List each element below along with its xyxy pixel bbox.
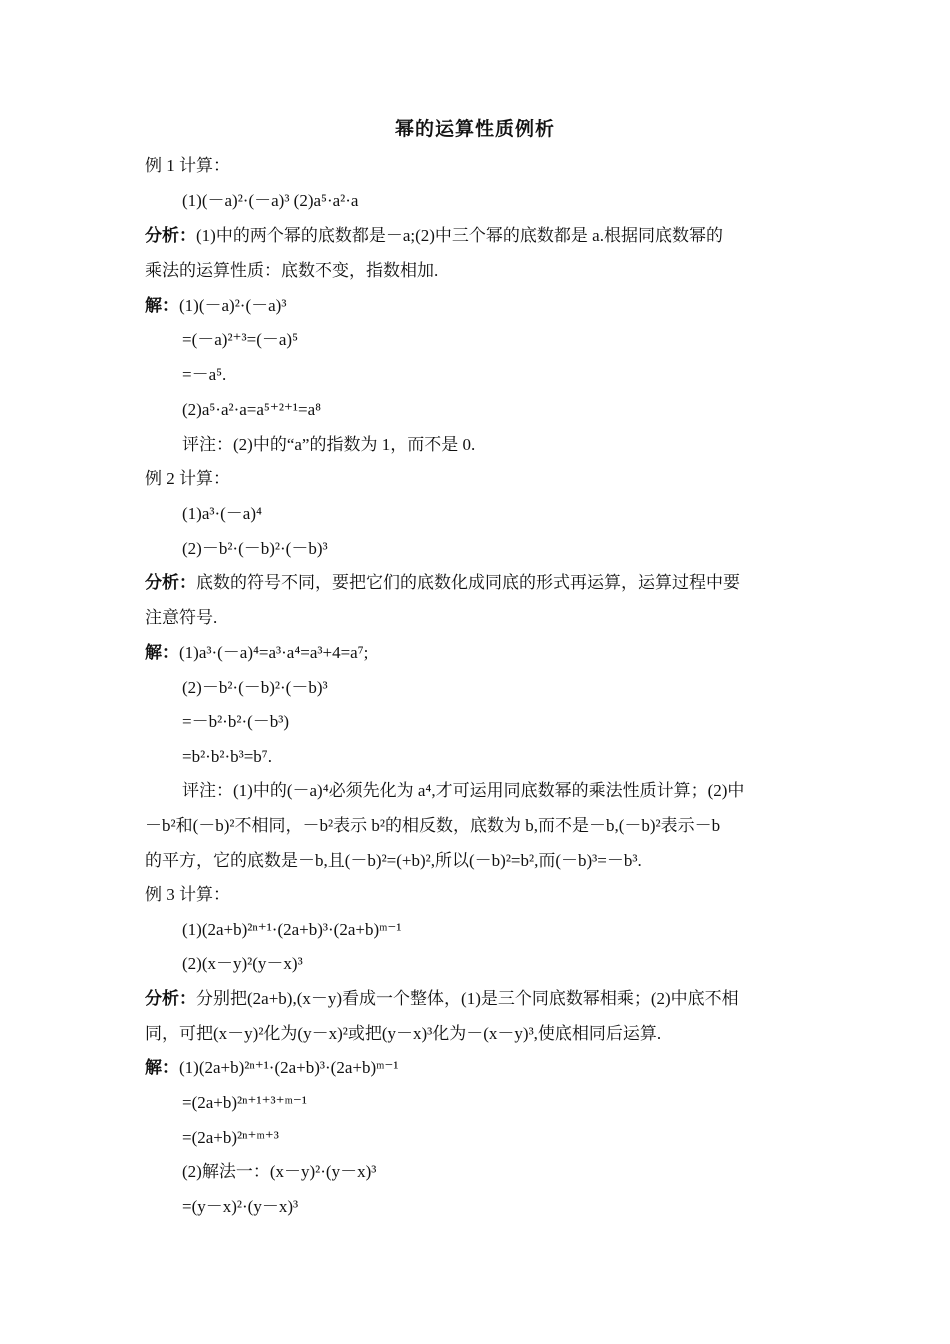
example-3-problem-2: (2)(x－y)²(y－x)³ [182, 954, 303, 973]
example-2-solution-line-1 [145, 641, 368, 665]
example-1-analysis-line-1 [145, 224, 723, 248]
example-2-note-line-3: 的平方，它的底数是－b,且(－b)²=(+b)²,所以(－b)²=b²,而(－b)³=－b³. [145, 851, 642, 870]
example-2-solution-line-2: (2)－b²·(－b)²·(－b)³ [182, 678, 328, 697]
solution-text: (1)(2a+b)²ⁿ⁺¹·(2a+b)³·(2a+b)ᵐ⁻¹ [179, 1058, 399, 1077]
example-1-solution-line-4: (2)a⁵·a²·a=a⁵⁺²⁺¹=a⁸ [182, 400, 322, 419]
example-2-problem-2: (2)－b²·(－b)²·(－b)³ [182, 539, 328, 558]
example-1-problem: (1)(－a)²·(－a)³ (2)a⁵·a²·a [182, 191, 359, 210]
analysis-label: 分析： [145, 226, 196, 245]
analysis-text: (1)中的两个幂的底数都是－a;(2)中三个幂的底数都是 a.根据同底数幂的 [196, 226, 723, 245]
example-3-analysis-line-1 [145, 987, 739, 1011]
example-1-solution-line-2: =(－a)²⁺³=(－a)⁵ [182, 330, 299, 349]
analysis-label: 分析： [145, 573, 196, 592]
example-1-note: 评注：(2)中的“a”的指数为 1，而不是 0. [182, 435, 476, 454]
example-3-solution-line-4: (2)解法一：(x－y)²·(y－x)³ [182, 1162, 377, 1181]
example-1-solution-line-1 [145, 294, 286, 318]
example-2-heading: 例 2 计算： [145, 469, 230, 488]
solution-label: 解： [145, 296, 179, 315]
example-2-solution-line-4: =b²·b²·b³=b⁷. [182, 747, 272, 766]
example-2-problem-1: (1)a³·(－a)⁴ [182, 504, 262, 523]
example-2-note-line-1: 评注：(1)中的(－a)⁴必须先化为 a⁴,才可运用同底数幂的乘法性质计算；(2)中 [182, 781, 745, 800]
example-3-problem-1: (1)(2a+b)²ⁿ⁺¹·(2a+b)³·(2a+b)ᵐ⁻¹ [182, 920, 402, 939]
example-2-note-line-2: －b²和(－b)²不相同，－b²表示 b²的相反数，底数为 b,而不是－b,(－b)²表示－b [145, 816, 721, 835]
example-1-solution-line-3: =－a⁵. [182, 365, 227, 384]
analysis-label: 分析： [145, 989, 196, 1008]
analysis-text: 分别把(2a+b),(x－y)看成一个整体，(1)是三个同底数幂相乘；(2)中底不相 [196, 989, 739, 1008]
solution-label: 解： [145, 1058, 179, 1077]
example-2-analysis-line-2: 注意符号. [145, 608, 218, 627]
example-1-heading: 例 1 计算： [145, 156, 230, 175]
document-title: 幂的运算性质例析 [394, 119, 555, 140]
analysis-text: 底数的符号不同，要把它们的底数化成同底的形式再运算，运算过程中要 [196, 573, 740, 592]
solution-label: 解： [145, 643, 179, 662]
example-3-solution-line-1 [145, 1056, 399, 1080]
example-2-solution-line-3: =－b²·b²·(－b³) [182, 712, 290, 731]
example-2-analysis-line-1 [145, 571, 740, 595]
example-1-analysis-line-2: 乘法的运算性质：底数不变，指数相加. [145, 261, 439, 280]
solution-text: (1)a³·(－a)⁴=a³·a⁴=a³+4=a⁷; [179, 643, 369, 662]
example-3-analysis-line-2: 同，可把(x－y)²化为(y－x)²或把(y－x)³化为－(x－y)³,使底相同后运算. [145, 1024, 662, 1043]
solution-text: (1)(－a)²·(－a)³ [179, 296, 287, 315]
example-3-solution-line-5: =(y－x)²·(y－x)³ [182, 1197, 299, 1216]
example-3-solution-line-3: =(2a+b)²ⁿ⁺ᵐ⁺³ [182, 1128, 279, 1147]
example-3-heading: 例 3 计算： [145, 885, 230, 904]
example-3-solution-line-2: =(2a+b)²ⁿ⁺¹⁺³⁺ᵐ⁻¹ [182, 1093, 307, 1112]
